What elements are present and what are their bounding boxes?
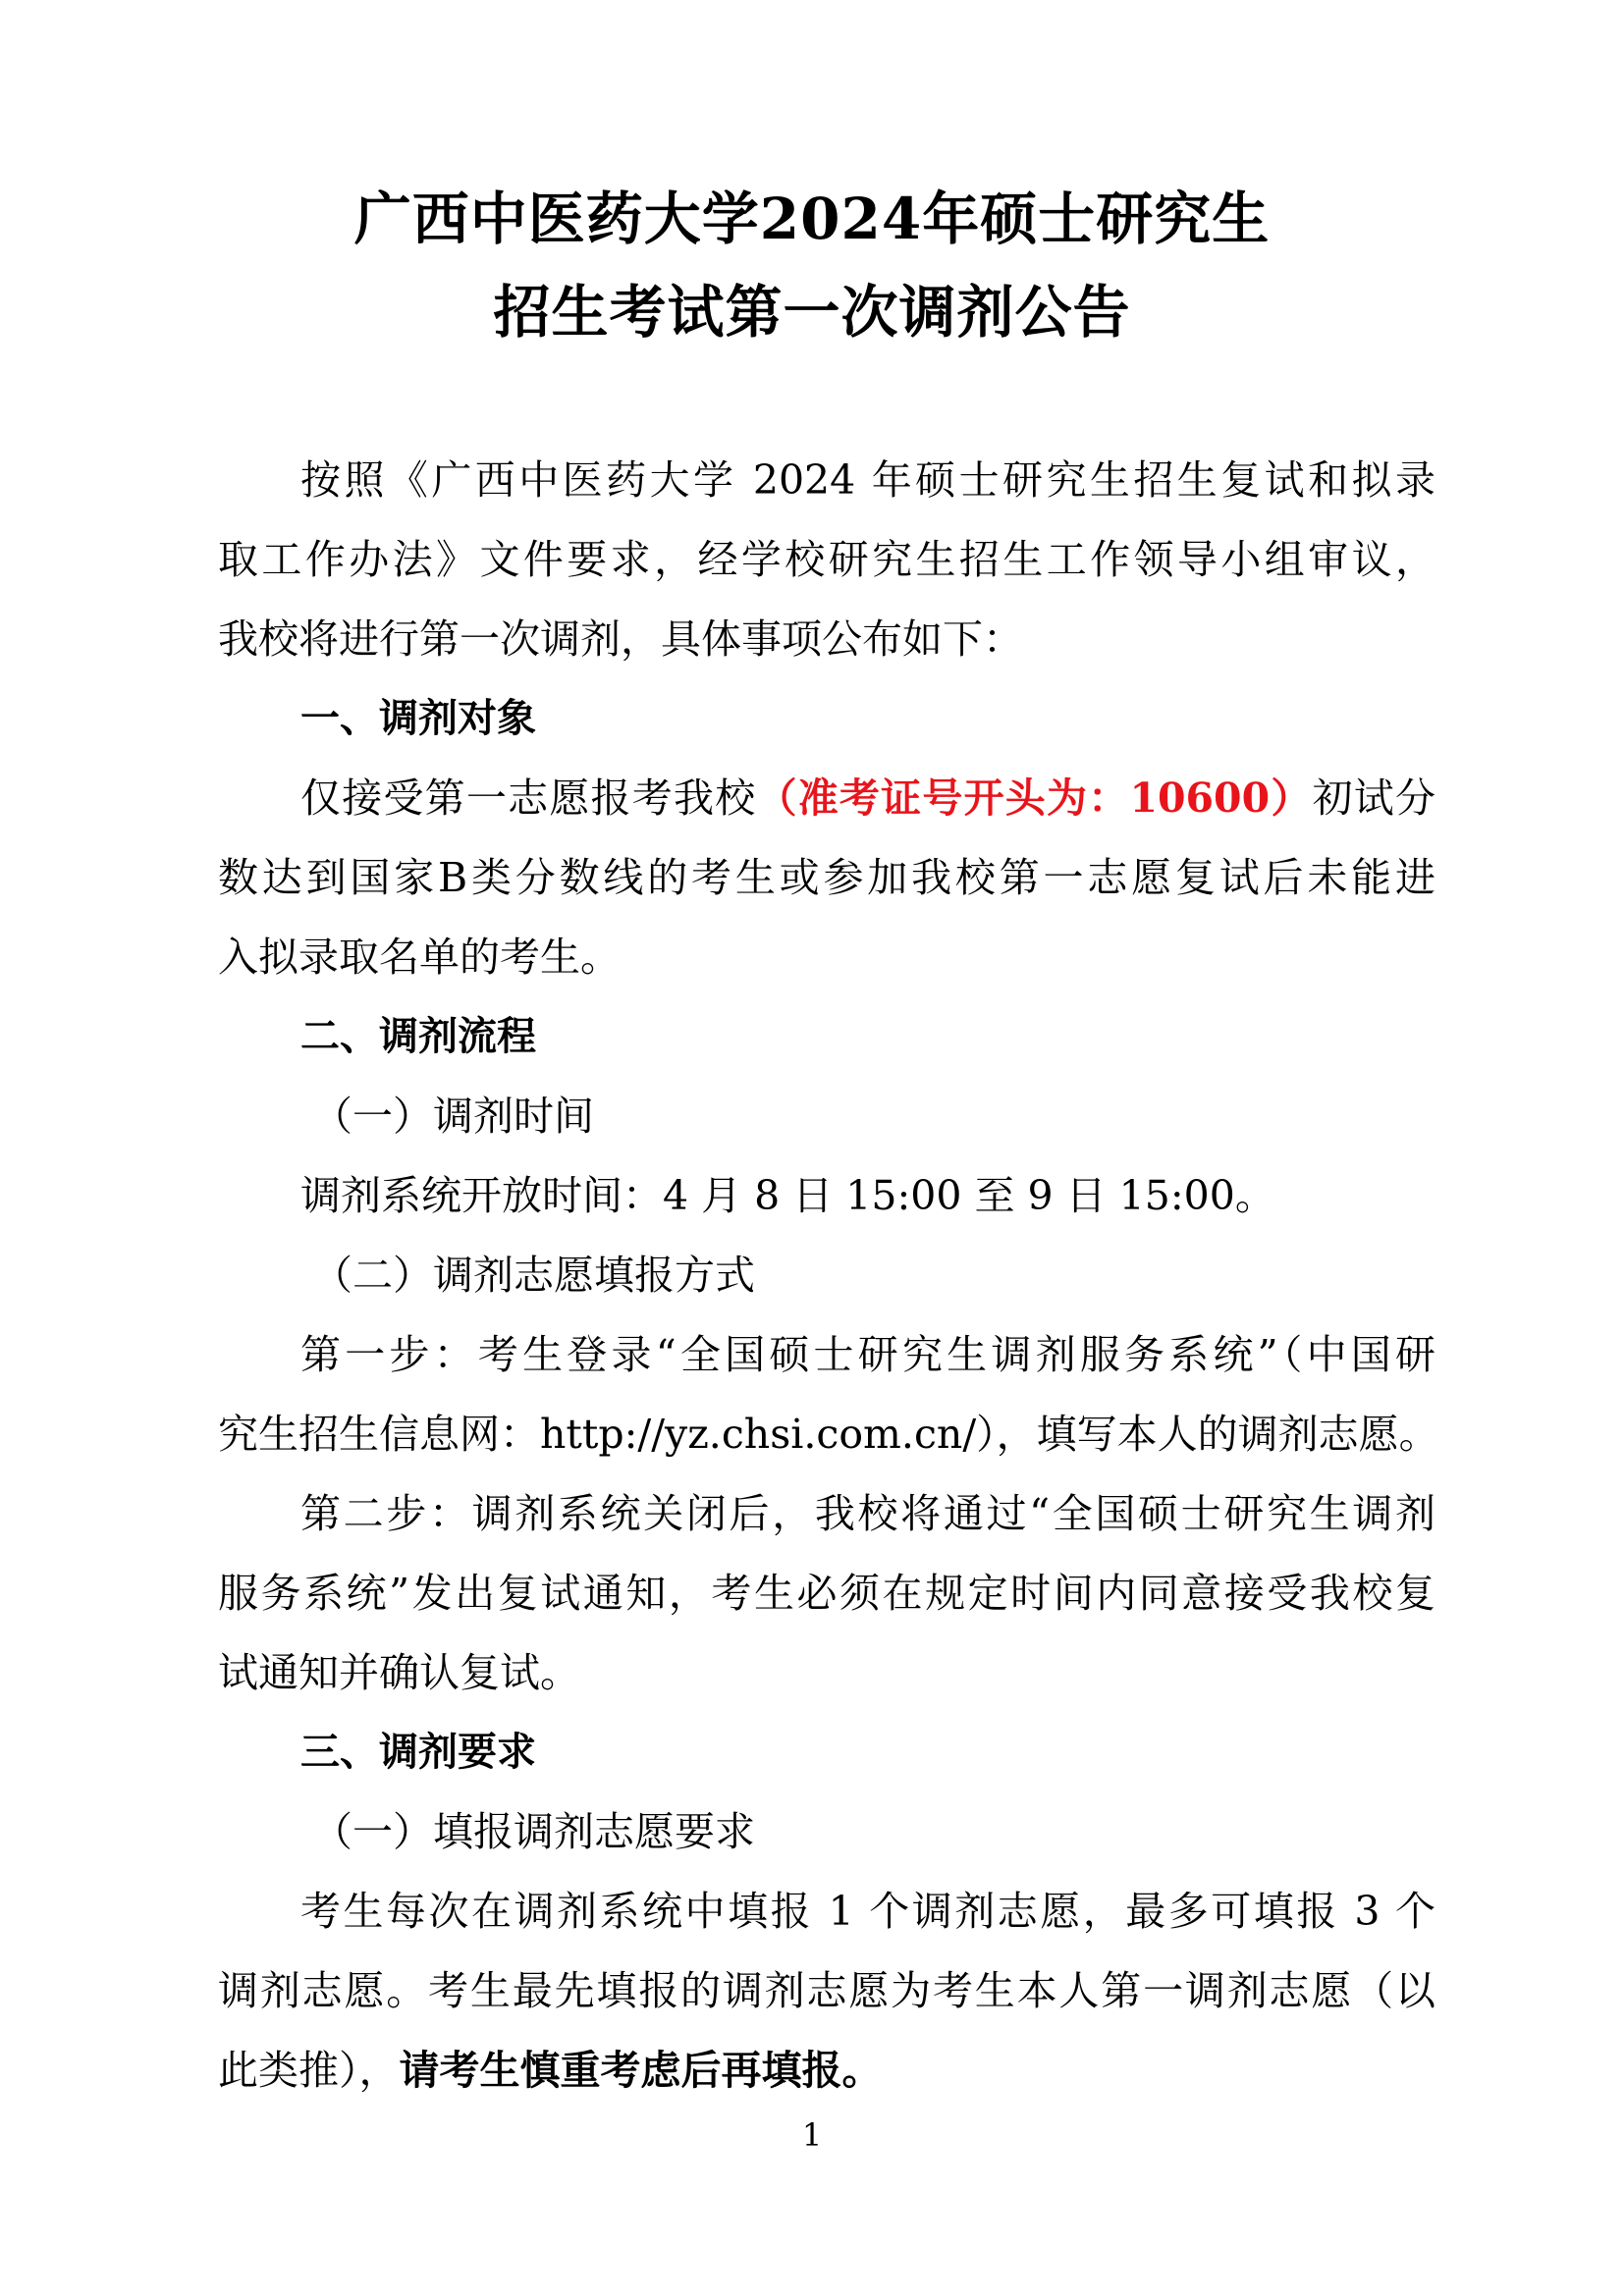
step-2-line-2: 服务系统”发出复试通知，考生必须在规定时间内同意接受我校复 — [218, 1570, 1435, 1617]
section-3-heading: 三、调剂要求 — [300, 1730, 536, 1775]
intro-line-2: 取工作办法》文件要求，经学校研究生招生工作领导小组审议， — [218, 536, 1435, 583]
section-1-line-1 — [300, 771, 1435, 826]
page-number: 1 — [801, 2116, 823, 2154]
step-1-line-1: 第一步：考生登录“全国硕士研究生调剂服务系统”（中国研 — [300, 1331, 1435, 1378]
document-title-line-1: 广西中医药大学2024年硕士研究生 — [353, 186, 1271, 252]
step-1-line-2: 究生招生信息网：http://yz.chsi.com.cn/），填写本人的调剂志愿。 — [218, 1411, 1439, 1458]
section-2-sub-2-heading: （二）调剂志愿填报方式 — [312, 1252, 755, 1299]
section-3-sub-1-heading: （一）填报调剂志愿要求 — [312, 1808, 755, 1855]
section-2-heading: 二、调剂流程 — [300, 1014, 536, 1059]
section-1-line-2: 数达到国家B类分数线的考生或参加我校第一志愿复试后未能进 — [218, 854, 1435, 901]
section-2-sub-1-text: 调剂系统开放时间：4 月 8 日 15:00 至 9 日 15:00。 — [300, 1172, 1275, 1219]
section-3-line-1: 考生每次在调剂系统中填报 1 个调剂志愿，最多可填报 3 个 — [300, 1888, 1435, 1935]
intro-line-1: 按照《广西中医药大学 2024 年硕士研究生招生复试和拟录 — [300, 456, 1435, 504]
careful-fill-notice: 请考生慎重考虑后再填报。 — [399, 2047, 883, 2094]
section-1-text-after: 初试分 — [1312, 774, 1436, 822]
exam-number-highlight: （准考证号开头为：10600） — [756, 774, 1313, 822]
section-3-text-before: 此类推）， — [218, 2047, 400, 2094]
document-title-line-2: 招生考试第一次调剂公告 — [493, 279, 1131, 346]
section-3-line-2: 调剂志愿。考生最先填报的调剂志愿为考生本人第一调剂志愿（以 — [218, 1967, 1435, 2014]
section-3-line-3 — [218, 2043, 1435, 2098]
step-2-line-1: 第二步：调剂系统关闭后，我校将通过“全国硕士研究生调剂 — [300, 1490, 1435, 1537]
section-1-heading: 一、调剂对象 — [300, 696, 536, 741]
step-2-line-3: 试通知并确认复试。 — [218, 1649, 580, 1696]
section-1-line-3: 入拟录取名单的考生。 — [218, 934, 621, 981]
section-2-sub-1-heading: （一）调剂时间 — [312, 1093, 594, 1140]
intro-line-3: 我校将进行第一次调剂，具体事项公布如下： — [218, 615, 1023, 663]
section-1-text-before: 仅接受第一志愿报考我校 — [300, 774, 757, 822]
